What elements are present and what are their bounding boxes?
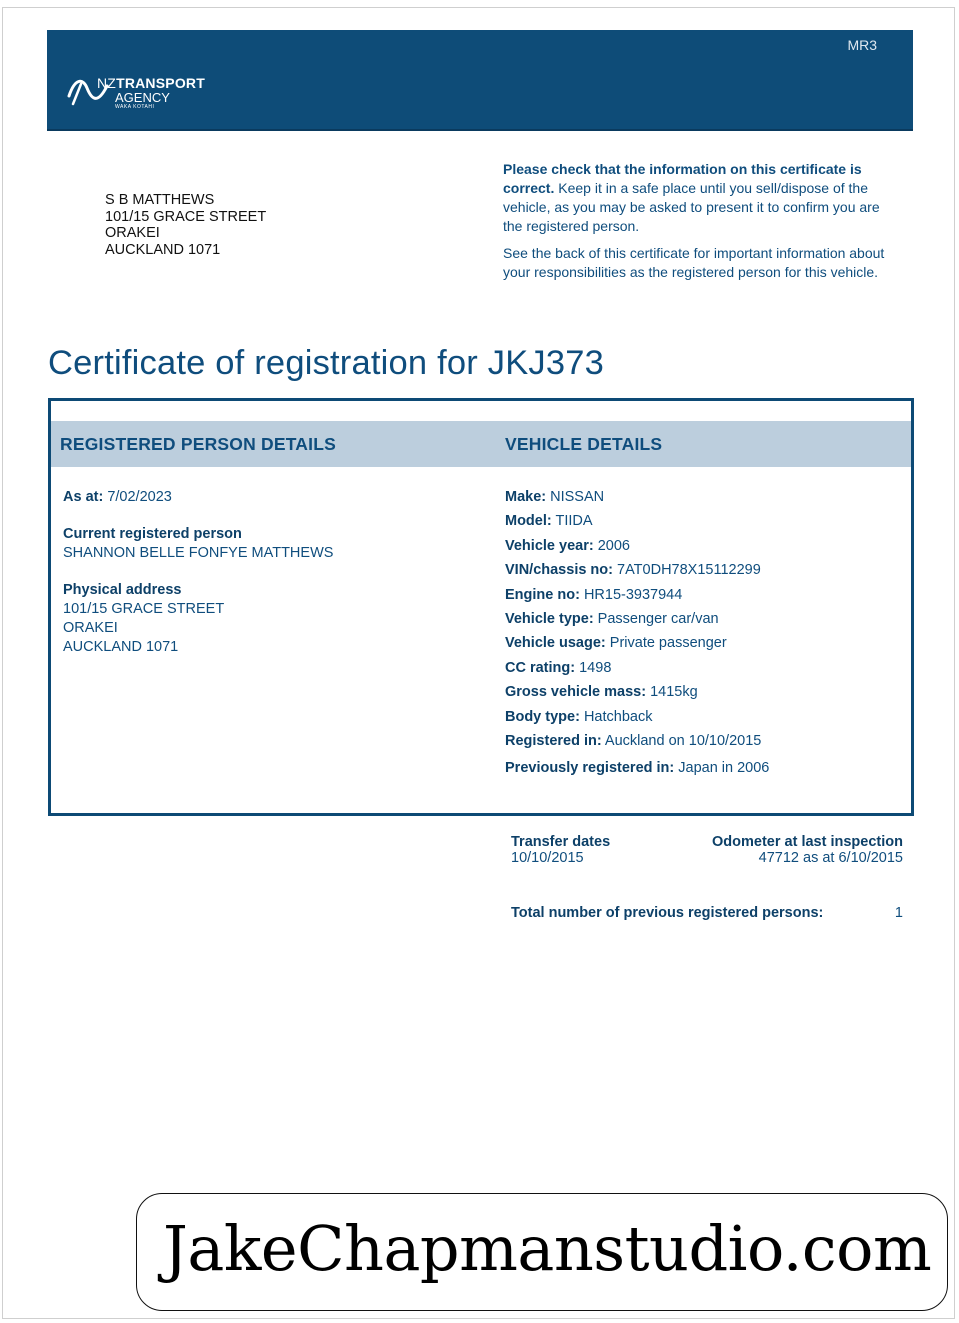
vehicle-field: Vehicle year: 2006 <box>505 537 630 554</box>
watermark-box <box>136 1193 948 1311</box>
vehicle-details-heading: VEHICLE DETAILS <box>505 434 663 454</box>
vehicle-field: Previously registered in: Japan in 2006 <box>505 759 770 776</box>
notice-text <box>503 160 888 290</box>
as-at-row: As at: 7/02/2023 <box>63 489 172 505</box>
vehicle-field: Gross vehicle mass: 1415kg <box>505 684 698 701</box>
vehicle-field: Vehicle type: Passenger car/van <box>505 610 719 627</box>
mailing-address-line: 101/15 GRACE STREET <box>105 208 267 225</box>
transfer-dates-value: 10/10/2015 <box>511 850 584 866</box>
logo-tagline: WAKA KOTAHI <box>115 104 155 110</box>
odometer-label: Odometer at last inspection <box>712 834 903 850</box>
physical-address-line: 101/15 GRACE STREET <box>63 601 225 617</box>
physical-address-line: ORAKEI <box>63 620 118 636</box>
vehicle-field: Vehicle usage: Private passenger <box>505 635 727 652</box>
logo-line-1: NZTRANSPORT <box>97 75 205 91</box>
vehicle-field: Model: TIIDA <box>505 513 593 530</box>
transfer-dates <box>511 834 610 866</box>
vehicle-field: Engine no: HR15-3937944 <box>505 586 683 603</box>
vehicle-field: Registered in: Auckland on 10/10/2015 <box>505 732 762 749</box>
vehicle-field: CC rating: 1498 <box>505 659 612 676</box>
vehicle-details-column <box>505 489 769 784</box>
mailing-address-line: S B MATTHEWS <box>105 192 215 208</box>
previous-persons-count: 1 <box>894 905 903 921</box>
transfer-dates-label: Transfer dates <box>511 834 611 850</box>
details-header-bar <box>51 421 911 467</box>
logo-line-2: AGENCY <box>115 90 170 105</box>
previous-persons-label: Total number of previous registered persons: <box>511 905 824 921</box>
physical-address-line: AUCKLAND 1071 <box>63 639 179 655</box>
odometer <box>712 834 903 866</box>
odometer-value: 47712 as at 6/10/2015 <box>758 850 903 866</box>
notice-paragraph-2: See the back of this certificate for important information about your responsibilities as the registered person for this vehicle. <box>503 245 885 280</box>
mailing-address <box>105 192 266 258</box>
registered-person-column <box>63 489 333 658</box>
form-code: MR3 <box>847 37 877 53</box>
page-title: Certificate of registration for JKJ373 <box>48 344 605 382</box>
current-person-value: SHANNON BELLE FONFYE MATTHEWS <box>63 545 334 561</box>
nzta-logo <box>67 74 227 114</box>
notice-paragraph-1: Please check that the information on this certificate is correct. Keep it in a safe place until you sell/dispose of the vehicle, as you may be asked to present it to confirm you are the registered person. <box>503 161 880 234</box>
registered-person-heading: REGISTERED PERSON DETAILS <box>60 434 336 454</box>
vehicle-field: Body type: Hatchback <box>505 708 653 725</box>
vehicle-field: VIN/chassis no: 7AT0DH78X15112299 <box>505 562 761 579</box>
header-banner <box>47 30 913 131</box>
physical-address-label: Physical address <box>63 582 182 598</box>
mailing-address-line: AUCKLAND 1071 <box>105 241 221 258</box>
watermark-text: JakeChapmanstudio.com <box>163 1212 932 1285</box>
mailing-address-line: ORAKEI <box>105 225 160 241</box>
details-box <box>48 398 914 816</box>
current-person-label: Current registered person <box>63 526 242 542</box>
vehicle-field: Make: NISSAN <box>505 489 605 505</box>
